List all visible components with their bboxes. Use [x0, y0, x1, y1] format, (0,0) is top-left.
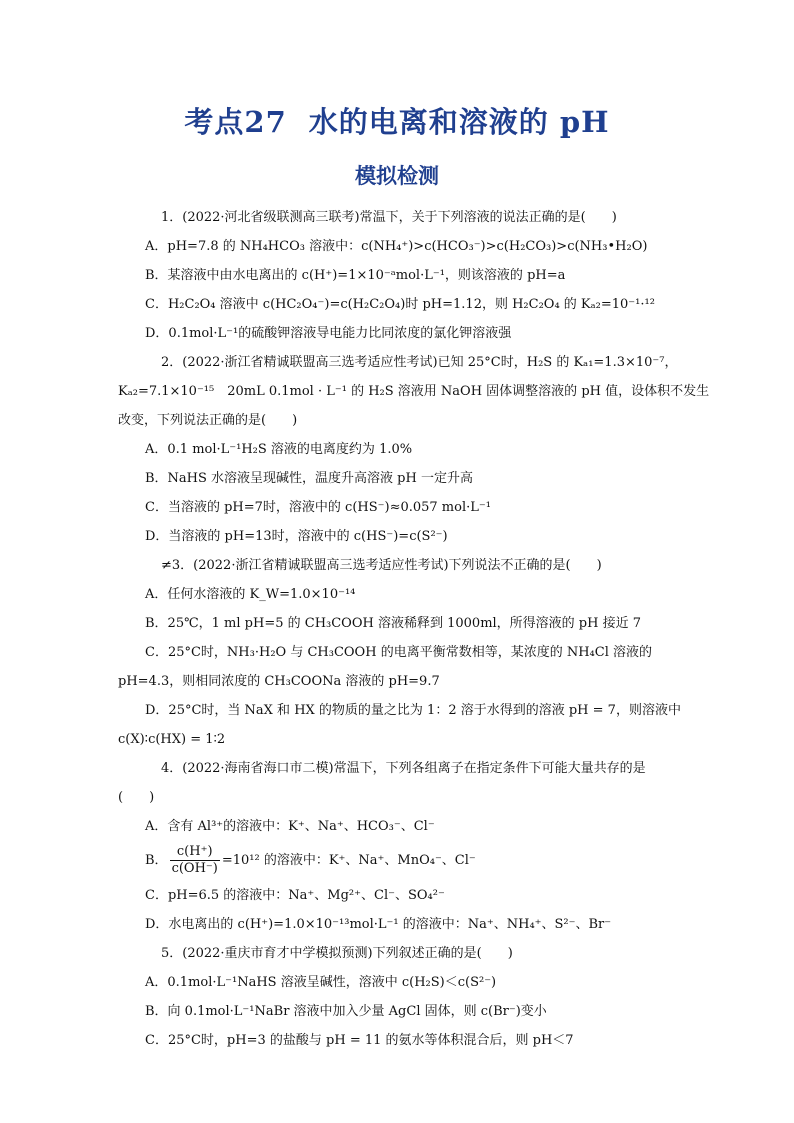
- text-line: ( ): [118, 790, 155, 805]
- text-line: Kₐ₂=7.1×10⁻¹⁵ 20mL 0.1mol · L⁻¹ 的 H₂S 溶液用 NaOH 固体调整溶液的 pH 值，设体积不发生: [118, 384, 710, 399]
- text-line: D．当溶液的 pH=13时，溶液中的 c(HS⁻)=c(S²⁻): [145, 529, 448, 544]
- text-line: B．向 0.1mol·L⁻¹NaBr 溶液中加入少量 AgCl 固体，则 c(Br⁻)变小: [145, 1004, 547, 1019]
- text-line: D．25°C时，当 NaX 和 HX 的物质的量之比为 1：2 溶于水得到的溶液 pH = 7，则溶液中: [145, 703, 681, 718]
- text-line: B．NaHS 水溶液呈现碱性，温度升高溶液 pH 一定升高: [145, 471, 473, 486]
- fraction-denominator: c(OH⁻): [171, 861, 218, 876]
- text-line: D．0.1mol·L⁻¹的硫酸钾溶液导电能力比同浓度的氯化钾溶液强: [145, 326, 512, 341]
- question-list: [118, 203, 710, 1055]
- page-subtitle: 模拟检测: [355, 163, 439, 188]
- text-line: C．H₂C₂O₄ 溶液中 c(HC₂O₄⁻)=c(H₂C₂O₄)时 pH=1.12，则 H₂C₂O₄ 的 Kₐ₂=10⁻¹·¹²: [145, 297, 655, 312]
- fraction: [170, 844, 220, 877]
- text-line: A．0.1 mol·L⁻¹H₂S 溶液的电离度约为 1.0%: [145, 442, 413, 457]
- option-text: =10¹² 的溶液中：K⁺、Na⁺、MnO₄⁻、Cl⁻: [221, 853, 476, 868]
- text-line: A．0.1mol·L⁻¹NaHS 溶液呈碱性，溶液中 c(H₂S)＜c(S²⁻): [145, 975, 497, 990]
- option-label: B．: [145, 853, 168, 868]
- text-line: 改变，下列说法正确的是( ): [118, 413, 298, 428]
- text-line: 5．(2022·重庆市育才中学模拟预测)下列叙述正确的是( ): [161, 946, 513, 961]
- text-line: C．25°C时，pH=3 的盐酸与 pH = 11 的氨水等体积混合后，则 pH＜7: [145, 1033, 574, 1048]
- text-line: B．某溶液中由水电离出的 c(H⁺)=1×10⁻ᵃmol·L⁻¹，则该溶液的 pH=a: [145, 268, 566, 283]
- text-line: A．任何水溶液的 K_W=1.0×10⁻¹⁴: [145, 587, 356, 602]
- text-line: C．pH=6.5 的溶液中：Na⁺、Mg²⁺、Cl⁻、SO₄²⁻: [145, 888, 445, 903]
- text-line: D．水电离出的 c(H⁺)=1.0×10⁻¹³mol·L⁻¹ 的溶液中：Na⁺、NH₄⁺、S²⁻、Br⁻: [145, 917, 612, 932]
- text-line: ≠3．(2022·浙江省精诚联盟高三选考适应性考试)下列说法不正确的是( ): [161, 558, 602, 573]
- text-line: c(X)∶c(HX) = 1∶2: [118, 732, 226, 747]
- text-line: A．含有 Al³⁺的溶液中：K⁺、Na⁺、HCO₃⁻、Cl⁻: [145, 819, 435, 834]
- text-line: C．25°C时，NH₃·H₂O 与 CH₃COOH 的电离平衡常数相等，某浓度的 NH₄Cl 溶液的: [145, 645, 652, 660]
- text-line: B．25℃，1 ml pH=5 的 CH₃COOH 溶液稀释到 1000ml，所得溶液的 pH 接近 7: [145, 616, 641, 631]
- fraction-numerator: c(H⁺): [170, 844, 220, 861]
- text-line: 4．(2022·海南省海口市二模)常温下，下列各组离子在指定条件下可能大量共存的是: [161, 761, 646, 776]
- text-line: 1．(2022·河北省级联测高三联考)常温下，关于下列溶液的说法正确的是( ): [161, 210, 617, 225]
- option-with-fraction: [118, 841, 678, 881]
- title-name: 水的电离和溶液的 pH: [308, 105, 610, 139]
- text-line: 2．(2022·浙江省精诚联盟高三选考适应性考试)已知 25°C时，H₂S 的 Kₐ₁=1.3×10⁻⁷，: [161, 355, 678, 370]
- text-line: A．pH=7.8 的 NH₄HCO₃ 溶液中：c(NH₄⁺)>c(HCO₃⁻)>c(H₂CO₃)>c(NH₃•H₂O): [145, 239, 648, 254]
- page-title: [0, 100, 794, 141]
- text-line: C．当溶液的 pH=7时，溶液中的 c(HS⁻)≈0.057 mol·L⁻¹: [145, 500, 491, 515]
- title-prefix: 考点27: [184, 105, 287, 139]
- text-line: pH=4.3，则相同浓度的 CH₃COONa 溶液的 pH=9.7: [118, 674, 440, 689]
